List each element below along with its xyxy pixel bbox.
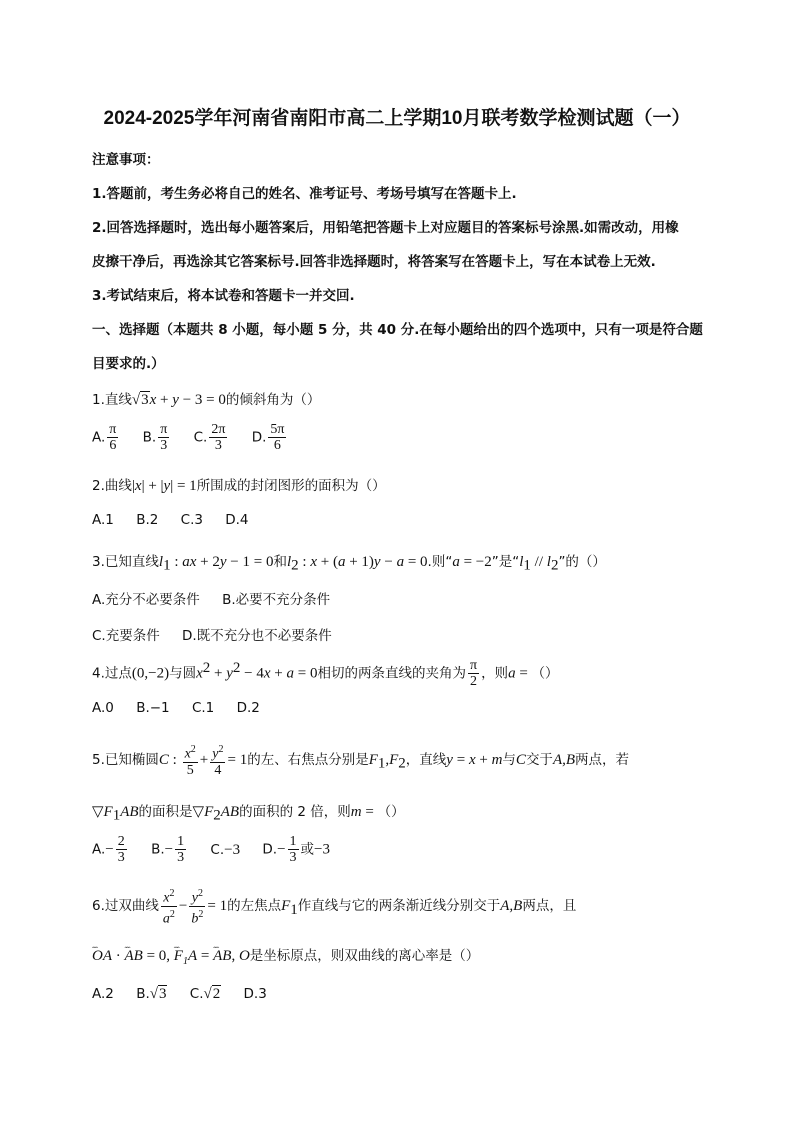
- question-1: 1.直线√3x + y − 3 = 0的倾斜角为（）: [92, 392, 321, 408]
- notice-item-3: 3.考试结束后，将本试卷和答题卡一并交回.: [92, 288, 355, 304]
- q2-option-d: D.4: [225, 512, 249, 528]
- q6-option-d: D.3: [243, 986, 267, 1002]
- q4-option-a: A.0: [92, 700, 114, 716]
- notice-item-1: 1.答题前，考生务必将自己的姓名、准考证号、考场号填写在答题卡上.: [92, 186, 517, 202]
- q3-option-d: D.既不充分也不必要条件: [182, 628, 332, 644]
- question-5: 5.已知椭圆C : $\frac{x^2}{5}$ + $\frac{y^2}{4}$ = 1的左、右焦点分别是$F_1,F_2$，直线y = x + m与C交于A,B两点，若: [92, 744, 630, 778]
- notice-item-2b: 皮擦干净后，再选涂其它答案标号.回答非选择题时，将答案写在答题卡上，写在本试卷上无效.: [92, 254, 656, 270]
- question-4: 4.过点(0,−2)与圆$x^2 + y^2 - 4x + a = 0$相切的两条直线的夹角为 $\frac{\pi}{2}$ ，则a = （）: [92, 658, 559, 689]
- question-3-options-row2: [92, 624, 350, 644]
- section-heading-line1: 一、选择题（本题共 8 小题，每小题 5 分，共 40 分.在每小题给出的四个选项中，只有一项是符合题: [92, 322, 703, 338]
- q6-option-b: B.√3: [136, 986, 167, 1002]
- question-6-line2: ꞈꞈꞈ OA · ꞈꞈꞈ AB = 0, ꞈꞈꞈ $F_1A$ = ꞈꞈꞈ AB, O是坐标原点，则双曲线的离心率是（）: [92, 944, 479, 967]
- q1-option-a: A. $\frac{\pi}{6}$: [92, 422, 117, 453]
- q1-option-d: D. $\frac{5\pi}{6}$: [251, 422, 285, 453]
- sqrt-3: √3: [131, 392, 149, 408]
- q6-option-a: A.2: [92, 986, 114, 1002]
- q1-option-c: C. $\frac{2\pi}{3}$: [193, 422, 226, 453]
- question-6-options: [92, 986, 285, 1003]
- q4-option-d: D.2: [236, 700, 260, 716]
- q6-option-c: C.√2: [189, 986, 221, 1002]
- question-6: 6.过双曲线 $\frac{x^2}{a^2}$ − $\frac{y^2}{b^2}$ = 1的左焦点$F_1$作直线与它的两条渐近线分别交于A,B两点，且: [92, 888, 577, 927]
- section-heading-line2: 目要求的.）: [92, 356, 165, 372]
- notice-item-2a: 2.回答选择题时，选出每小题答案后，用铅笔把答题卡上对应题目的答案标号涂黑.如需改动，用橡: [92, 220, 679, 236]
- notice-heading: 注意事项：: [92, 152, 160, 168]
- q3-option-a: A.充分不必要条件: [92, 592, 200, 608]
- q1-option-b: B. $\frac{\pi}{3}$: [142, 422, 168, 453]
- q2-option-c: C.3: [180, 512, 203, 528]
- question-5-line2: $▽F_1AB$的面积是$▽F_2AB$的面积的 2 倍，则m = （）: [92, 804, 405, 824]
- q3-option-c: C.充要条件: [92, 628, 160, 644]
- q4-option-b: B.−1: [136, 700, 170, 716]
- q5-option-a: A.− $\frac{2}{3}$: [92, 834, 125, 865]
- question-5-options: [92, 834, 348, 865]
- question-4-options: [92, 700, 278, 716]
- exam-title: 2024-2025学年河南省南阳市高二上学期10月联考数学检测试题（一）: [103, 108, 691, 129]
- q4-option-c: C.1: [191, 700, 215, 716]
- q5-option-b: B.− $\frac{1}{3}$: [151, 834, 185, 865]
- question-3-options-row1: [92, 588, 348, 608]
- question-2-options: [92, 512, 267, 528]
- q3-option-b: B.必要不充分条件: [222, 592, 331, 608]
- question-1-options: [92, 422, 306, 453]
- q5-option-c: C.−3: [210, 841, 241, 858]
- question-3: 3.已知直线$l_1$ : ax + 2y − 1 = 0和$l_2$ : x + (a + 1)y − a = 0.则“a = −2”是“$l_1 // l_2$”的（）: [92, 554, 606, 574]
- q2-option-a: A.1: [92, 512, 114, 528]
- question-2: 2.曲线|x| + |y| = 1所围成的封闭图形的面积为（）: [92, 478, 386, 494]
- q2-option-b: B.2: [136, 512, 159, 528]
- q5-option-d: D.− $\frac{1}{3}$ 或−3: [262, 834, 330, 865]
